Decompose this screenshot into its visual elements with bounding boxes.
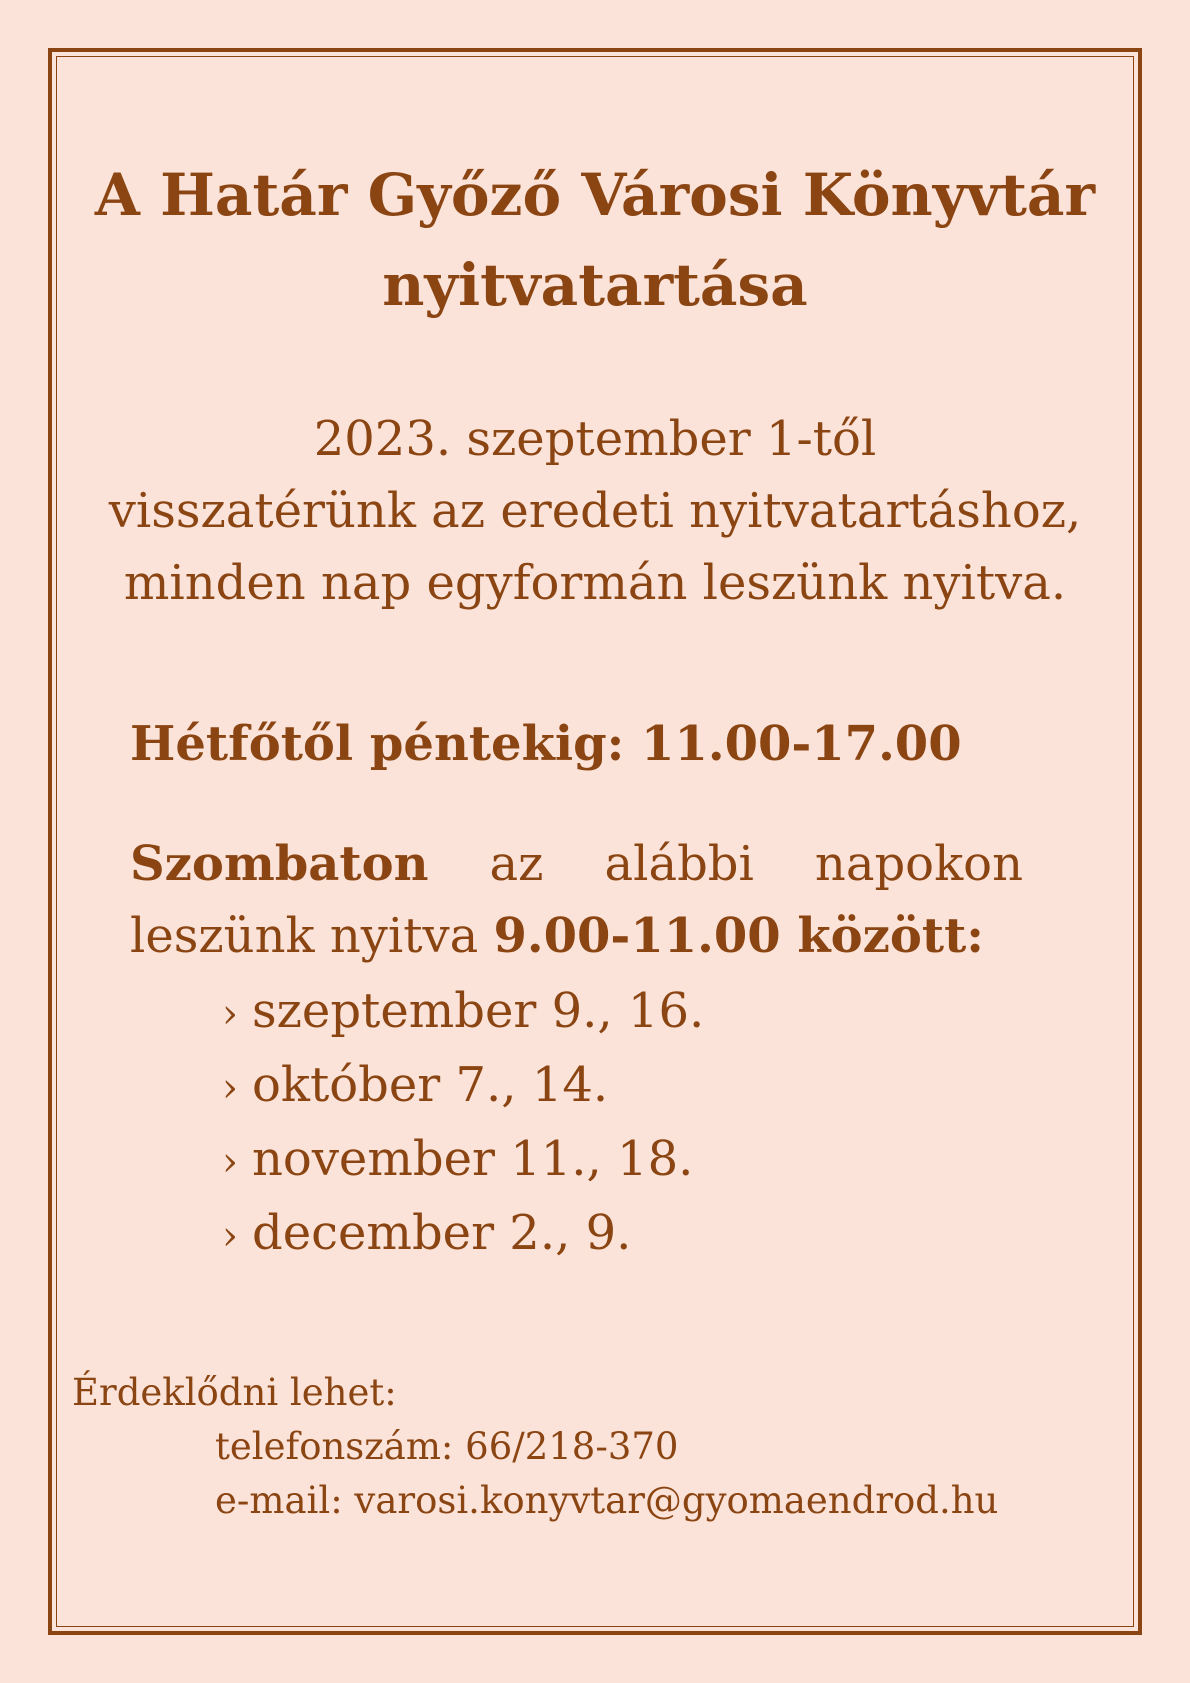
list-item bbox=[222, 1124, 704, 1198]
chevron-right-icon: › bbox=[222, 1139, 238, 1185]
contact-info bbox=[72, 1366, 998, 1528]
saturday-line-2 bbox=[130, 900, 1023, 972]
intro-line-1: 2023. szeptember 1-től bbox=[313, 411, 877, 467]
intro-line-3: minden nap egyformán leszünk nyitva. bbox=[123, 555, 1067, 611]
date-text: november 11., 18. bbox=[252, 1131, 694, 1187]
weekday-hours: Hétfőtől péntekig: 11.00-17.00 bbox=[130, 716, 962, 772]
saturday-line-2-text: leszünk nyitva bbox=[130, 908, 494, 964]
chevron-right-icon: › bbox=[222, 1065, 238, 1111]
saturday-paragraph bbox=[130, 828, 1023, 972]
date-text: október 7., 14. bbox=[252, 1057, 609, 1113]
intro-text bbox=[0, 403, 1190, 619]
list-item bbox=[222, 1198, 704, 1272]
chevron-right-icon: › bbox=[222, 1213, 238, 1259]
intro-line-2: visszatérünk az eredeti nyitvatartáshoz, bbox=[108, 483, 1082, 539]
contact-phone: telefonszám: 66/218-370 bbox=[215, 1425, 679, 1468]
date-text: december 2., 9. bbox=[252, 1205, 632, 1261]
saturday-word: napokon bbox=[814, 836, 1023, 892]
page-title bbox=[0, 150, 1190, 330]
saturday-word: alábbi bbox=[604, 836, 754, 892]
saturday-dates-list bbox=[222, 976, 704, 1272]
list-item bbox=[222, 1050, 704, 1124]
date-text: szeptember 9., 16. bbox=[252, 983, 705, 1039]
saturday-hours: 9.00-11.00 között: bbox=[493, 908, 984, 964]
list-item bbox=[222, 976, 704, 1050]
saturday-word: az bbox=[489, 836, 544, 892]
title-line-1: A Határ Győző Városi Könyvtár bbox=[94, 161, 1096, 229]
saturday-line-1 bbox=[130, 828, 1023, 900]
saturday-label: Szombaton bbox=[130, 836, 429, 892]
title-line-2: nyitvatartása bbox=[382, 251, 808, 319]
contact-heading: Érdeklődni lehet: bbox=[72, 1371, 397, 1414]
contact-email: e-mail: varosi.konyvtar@gyomaendrod.hu bbox=[215, 1479, 999, 1522]
chevron-right-icon: › bbox=[222, 991, 238, 1037]
